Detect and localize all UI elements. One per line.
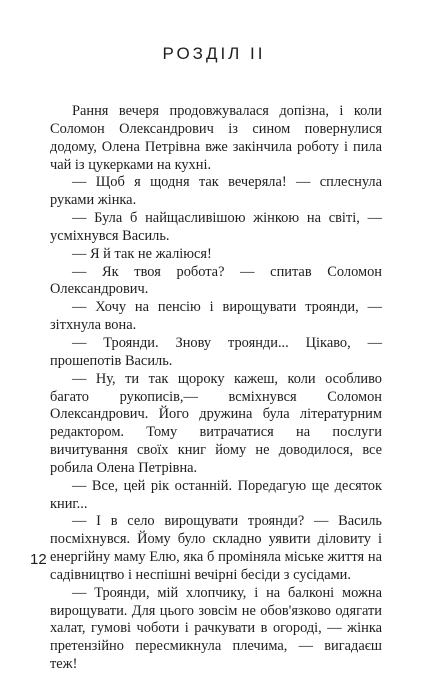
chapter-title: РОЗДІЛ II	[162, 44, 266, 63]
paragraph: Рання вечеря продовжувалася допізна, і коли Соломон Олександрович із сином повернулися додому, Олена Петрівна вже закінчила роботу і пила чай із цукерками на кухні.	[50, 103, 382, 173]
paragraph: — Я й так не жаліюся!	[72, 245, 212, 262]
paragraph: — Щоб я щодня так вечеряла! — сплеснула руками жінка.	[50, 174, 382, 209]
paragraph: — Троянди, мій хлопчику, і на балконі можна вирощувати. Для цього зовсім не обов'язково одягати халат, гумові чоботи і рачкувати в огороді, — жінка претензійно пересмикнула плечима, — вигадаєш теж!	[50, 584, 382, 673]
paragraph: — І в село вирощувати троянди? — Василь посміхнувся. Йому було складно уявити діловиту і енергійну маму Елю, яка б проміняла міське життя на садівництво і неспішні вечірні бесіди з сусідами.	[50, 513, 382, 583]
paragraph: — Все, цей рік останній. Поредагую ще десяток книг...	[50, 477, 382, 512]
paragraph: — Була б найщасливішою жінкою на світі, — усміхнувся Василь.	[50, 210, 382, 244]
paragraph: — Як твоя робота? — спитав Соломон Олександрович.	[50, 263, 382, 298]
body-text	[50, 103, 382, 674]
paragraph: — Хочу на пенсію і вирощувати троянди, — зітхнула вона.	[50, 299, 382, 334]
paragraph: — Ну, ти так щороку кажеш, коли особливо багато рукописів,— всміхнувся Соломон Олександрович. Його дружина була літературним редактором. Тому витрачатися на послуги вичитування своїх книг йому не доводилося, все робила Олена Петрівна.	[50, 370, 382, 476]
paragraph: — Троянди. Знову троянди... Цікаво, — прошепотів Василь.	[50, 334, 382, 369]
page-number: 12	[30, 551, 47, 568]
